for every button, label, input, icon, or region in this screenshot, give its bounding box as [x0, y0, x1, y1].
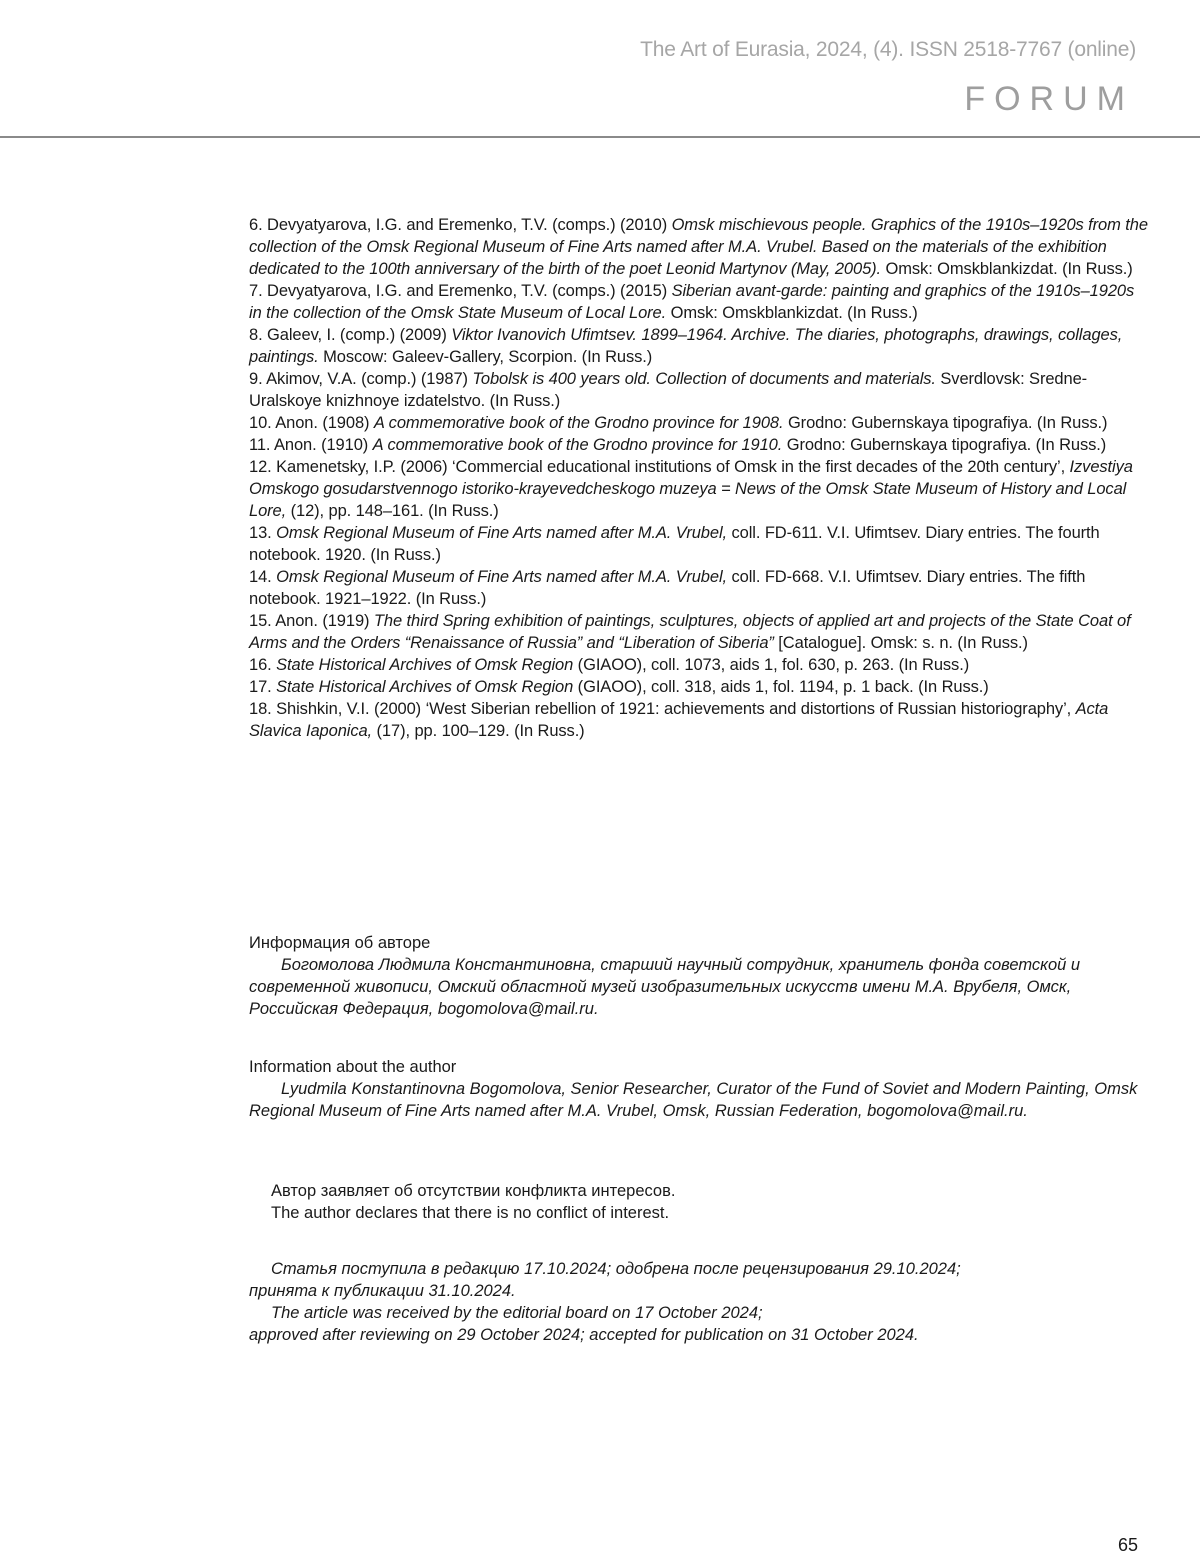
reference-item: 10. Anon. (1908) A commemorative book of the Grodno province for 1908. Grodno: Gubernskaya tipografiya. (In Russ.): [249, 414, 1108, 432]
reference-item: 7. Devyatyarova, I.G. and Eremenko, T.V. (comps.) (2015) Siberian avant-garde: painting and graphics of the 1910s–1920s in the collection of the Omsk State Museum of Local Lore. Omsk: Omskblankizdat. (In Russ.): [249, 282, 1135, 322]
section-title: FORUM: [964, 80, 1134, 118]
author-info-ru: [249, 932, 1149, 1020]
conflict-declaration-ru: Автор заявляет об отсутствии конфликта интересов.: [271, 1182, 676, 1200]
reference-item: 16. State Historical Archives of Omsk Region (GIAOO), coll. 1073, aids 1, fol. 630, p. 263. (In Russ.): [249, 656, 970, 674]
reference-item: 9. Akimov, V.A. (comp.) (1987) Tobolsk is 400 years old. Collection of documents and materials. Sverdlovsk: Sredne-Uralskoye knizhnoye izdatelstvo. (In Russ.): [249, 370, 1088, 410]
reference-item: 6. Devyatyarova, I.G. and Eremenko, T.V. (comps.) (2010) Omsk mischievous people. Graphics of the 1910s–1920s from the collection of the Omsk Regional Museum of Fine Arts named after M.A. Vrubel. Based on the materials of the exhibition dedicated to the 100th anniversary of the birth of the poet Leonid Martynov (May, 2005). Omsk: Omskblankizdat. (In Russ.): [249, 216, 1148, 278]
reference-item: 15. Anon. (1919) The third Spring exhibition of paintings, sculptures, objects of applied art and projects of the State Coat of Arms and the Orders “Renaissance of Russia” and “Liberation of Siberia” [Catalogue]. Omsk: s. n. (In Russ.): [249, 612, 1131, 652]
page-number: 65: [1117, 1535, 1138, 1555]
dates-ru-line2: принята к публикации 31.10.2024.: [249, 1282, 516, 1300]
dates-en-line1: The article was received by the editorial board on 17 October 2024;: [271, 1304, 763, 1322]
reference-item: 12. Kamenetsky, I.P. (2006) ‘Commercial educational institutions of Omsk in the first decades of the 20th century’, Izvestiya Omskogo gosudarstvennogo istoriko-krayevedcheskogo muzeya = News of the Omsk State Museum of History and Local Lore, (12), pp. 148–161. (In Russ.): [249, 458, 1133, 520]
author-info-ru-heading: Информация об авторе: [249, 934, 431, 952]
author-info-ru-text: Богомолова Людмила Константиновна, старший научный сотрудник, хранитель фонда советской и современной живописи, Омский областной музей изобразительных искусств имени М.А. Врубеля, Омск, Российская Федерация, bogomolova@mail.ru.: [249, 956, 1081, 1018]
author-info-en-text: Lyudmila Konstantinovna Bogomolova, Senior Researcher, Curator of the Fund of Soviet and Modern Painting, Omsk Regional Museum of Fine Arts named after M.A. Vrubel, Omsk, Russian Federation, bogomolova@mail.ru.: [249, 1080, 1138, 1120]
article-dates: [249, 1258, 1149, 1346]
reference-item: 14. Omsk Regional Museum of Fine Arts named after M.A. Vrubel, coll. FD-668. V.I. Ufimtsev. Diary entries. The fifth notebook. 1921–1922. (In Russ.): [249, 568, 1086, 608]
author-info-en: [249, 1056, 1149, 1122]
author-info-en-heading: Information about the author: [249, 1058, 457, 1076]
reference-item: 11. Anon. (1910) A commemorative book of the Grodno province for 1910. Grodno: Gubernskaya tipografiya. (In Russ.): [249, 436, 1107, 454]
journal-citation: The Art of Eurasia, 2024, (4). ISSN 2518-7767 (online): [640, 38, 1136, 61]
reference-item: 8. Galeev, I. (comp.) (2009) Viktor Ivanovich Ufimtsev. 1899–1964. Archive. The diaries, photographs, drawings, collages, paintings. Moscow: Galeev-Gallery, Scorpion. (In Russ.): [249, 326, 1123, 366]
dates-ru-line1: Статья поступила в редакцию 17.10.2024; одобрена после рецензирования 29.10.2024;: [271, 1260, 961, 1278]
reference-item: 17. State Historical Archives of Omsk Region (GIAOO), coll. 318, aids 1, fol. 1194, p. 1 back. (In Russ.): [249, 678, 989, 696]
conflict-declaration-en: The author declares that there is no conflict of interest.: [271, 1204, 670, 1222]
dates-en-line2: approved after reviewing on 29 October 2024; accepted for publication on 31 October 2024.: [249, 1326, 919, 1344]
header-divider: [0, 136, 1200, 138]
reference-item: 13. Omsk Regional Museum of Fine Arts named after M.A. Vrubel, coll. FD-611. V.I. Ufimtsev. Diary entries. The fourth notebook. 1920. (In Russ.): [249, 524, 1100, 564]
reference-item: 18. Shishkin, V.I. (2000) ‘West Siberian rebellion of 1921: achievements and distortions of Russian historiography’, Acta Slavica Iaponica, (17), pp. 100–129. (In Russ.): [249, 700, 1109, 740]
reference-list: [249, 214, 1149, 742]
conflict-declaration: [249, 1180, 1149, 1224]
